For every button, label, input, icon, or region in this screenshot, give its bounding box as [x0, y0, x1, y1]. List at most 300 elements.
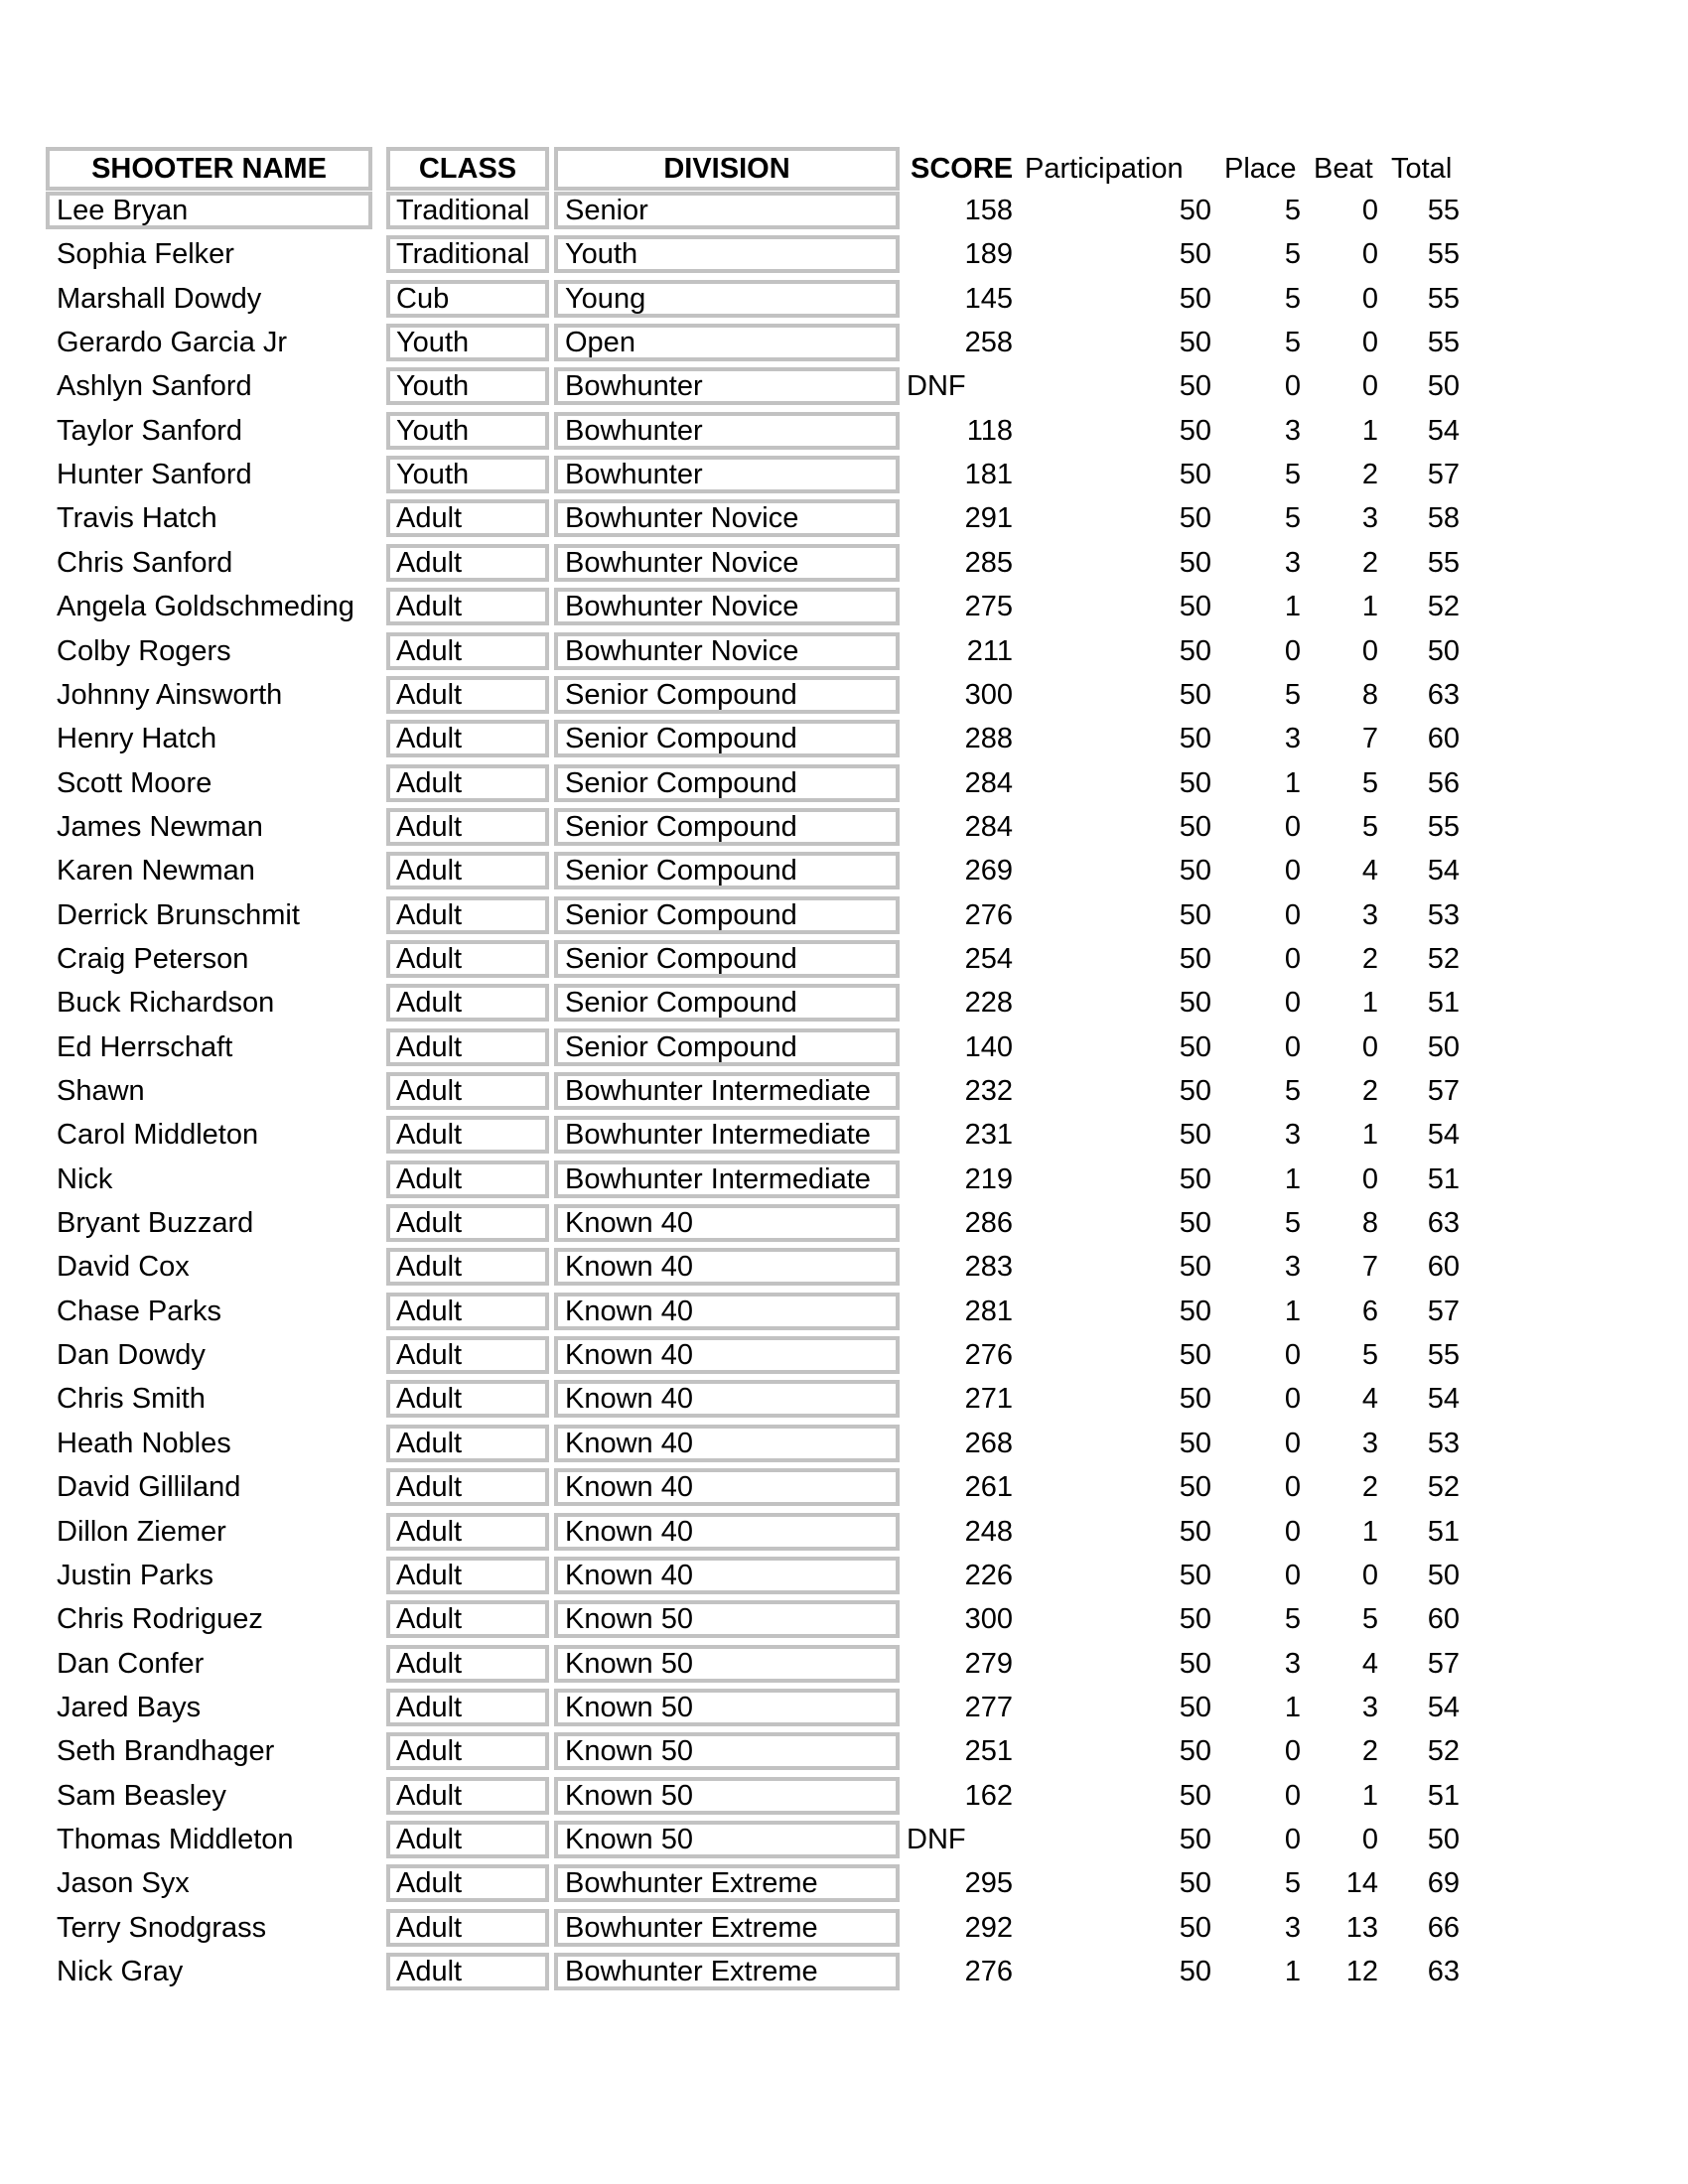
beat-cell: 5 [1361, 810, 1378, 843]
class-cell: Adult [386, 1468, 549, 1506]
shooter-name-cell: James Newman [57, 810, 263, 843]
division-cell: Known 40 [554, 1380, 900, 1418]
total-cell: 51 [1427, 987, 1460, 1020]
table-row [0, 720, 1688, 757]
total-cell: 57 [1427, 459, 1460, 491]
class-cell: Adult [386, 544, 549, 582]
participation-cell: 50 [1179, 1779, 1211, 1812]
class-cell: Adult [386, 1689, 549, 1726]
beat-cell: 2 [1361, 546, 1378, 579]
header-row [0, 147, 1688, 191]
table-row [0, 1953, 1688, 1990]
table-row [0, 1732, 1688, 1770]
total-cell: 55 [1427, 1339, 1460, 1372]
table-row [0, 235, 1688, 273]
class-cell: Adult [386, 1293, 549, 1330]
division-cell: Known 40 [554, 1425, 900, 1462]
table-row [0, 1160, 1688, 1198]
score-cell: 276 [964, 1956, 1013, 1987]
participation-cell: 50 [1179, 1427, 1211, 1459]
score-cell: 292 [964, 1911, 1013, 1944]
total-cell: 63 [1427, 1956, 1460, 1987]
table-row [0, 192, 1688, 229]
score-cell: 226 [964, 1559, 1013, 1591]
score-cell: 162 [964, 1779, 1013, 1812]
table-row [0, 1600, 1688, 1638]
beat-cell: 0 [1361, 1162, 1378, 1195]
class-cell: Adult [386, 940, 549, 978]
total-cell: 57 [1427, 1075, 1460, 1107]
column-header-score: SCORE [911, 153, 1014, 185]
table-row [0, 412, 1688, 450]
participation-cell: 50 [1179, 1207, 1211, 1240]
shooter-name-cell: Buck Richardson [57, 987, 275, 1020]
class-cell: Adult [386, 1732, 549, 1770]
table-row [0, 940, 1688, 978]
beat-cell: 4 [1361, 1383, 1378, 1416]
score-cell: 284 [964, 810, 1013, 843]
beat-cell: 7 [1361, 1251, 1378, 1284]
division-cell: Bowhunter Extreme [554, 1953, 900, 1990]
participation-cell: 50 [1179, 195, 1211, 226]
score-cell: 181 [964, 459, 1013, 491]
participation-cell: 50 [1179, 1119, 1211, 1152]
participation-cell: 50 [1179, 634, 1211, 667]
place-cell: 3 [1284, 1119, 1301, 1152]
column-header-total: Total [1391, 153, 1453, 185]
division-cell: Senior Compound [554, 984, 900, 1022]
column-header-place: Place [1224, 153, 1297, 185]
participation-cell: 50 [1179, 1339, 1211, 1372]
place-cell: 5 [1284, 1075, 1301, 1107]
place-cell: 0 [1284, 1559, 1301, 1591]
score-cell: 189 [964, 238, 1013, 271]
beat-cell: 1 [1361, 987, 1378, 1020]
class-cell: Adult [386, 1116, 549, 1154]
shooter-name-cell: Carol Middleton [57, 1119, 259, 1152]
division-cell: Senior Compound [554, 852, 900, 889]
beat-cell: 13 [1345, 1911, 1378, 1944]
table-row [0, 324, 1688, 361]
beat-cell: 14 [1345, 1867, 1378, 1900]
total-cell: 50 [1427, 634, 1460, 667]
beat-cell: 4 [1361, 1647, 1378, 1680]
shooter-name-cell: Craig Peterson [57, 942, 249, 975]
division-cell: Senior Compound [554, 1028, 900, 1066]
division-cell: Bowhunter Intermediate [554, 1072, 900, 1110]
participation-cell: 50 [1179, 238, 1211, 271]
division-cell: Senior Compound [554, 808, 900, 846]
class-cell: Adult [386, 1909, 549, 1947]
table-row [0, 1028, 1688, 1066]
beat-cell: 0 [1361, 238, 1378, 271]
score-cell: 285 [964, 546, 1013, 579]
table-row [0, 676, 1688, 714]
division-cell: Senior Compound [554, 676, 900, 714]
beat-cell: 1 [1361, 1119, 1378, 1152]
shooter-name-cell: Johnny Ainsworth [57, 678, 283, 711]
class-cell: Adult [386, 1425, 549, 1462]
table-row [0, 1909, 1688, 1947]
total-cell: 60 [1427, 1603, 1460, 1636]
place-cell: 0 [1284, 987, 1301, 1020]
division-cell: Bowhunter Novice [554, 588, 900, 625]
division-cell: Known 40 [554, 1293, 900, 1330]
score-cell: 288 [964, 723, 1013, 755]
class-cell: Adult [386, 1777, 549, 1815]
total-cell: 57 [1427, 1295, 1460, 1327]
table-row [0, 984, 1688, 1022]
table-row [0, 1072, 1688, 1110]
shooter-name-cell: Chris Rodriguez [57, 1603, 263, 1636]
participation-cell: 50 [1179, 766, 1211, 799]
division-cell: Known 50 [554, 1821, 900, 1858]
total-cell: 54 [1427, 1119, 1460, 1152]
score-cell: 219 [964, 1162, 1013, 1195]
table-row [0, 499, 1688, 537]
participation-cell: 50 [1179, 1603, 1211, 1636]
place-cell: 0 [1284, 1030, 1301, 1063]
table-row [0, 1864, 1688, 1902]
class-cell: Adult [386, 720, 549, 757]
shooter-name-cell: Marshall Dowdy [57, 282, 262, 315]
table-row [0, 1821, 1688, 1858]
shooter-name-cell: Chris Smith [57, 1383, 206, 1416]
shooter-name-cell: Thomas Middleton [57, 1823, 294, 1855]
shooter-name-cell: Colby Rogers [57, 634, 231, 667]
participation-cell: 50 [1179, 591, 1211, 623]
place-cell: 1 [1284, 1162, 1301, 1195]
beat-cell: 12 [1345, 1956, 1378, 1987]
division-cell: Bowhunter Intermediate [554, 1116, 900, 1154]
table-row [0, 280, 1688, 318]
class-cell: Youth [386, 367, 549, 405]
place-cell: 1 [1284, 1691, 1301, 1723]
division-cell: Bowhunter [554, 456, 900, 493]
class-cell: Adult [386, 1204, 549, 1242]
score-cell: 275 [964, 591, 1013, 623]
class-cell: Adult [386, 1645, 549, 1683]
class-cell: Adult [386, 1248, 549, 1286]
beat-cell: 2 [1361, 1471, 1378, 1504]
total-cell: 50 [1427, 1559, 1460, 1591]
place-cell: 5 [1284, 282, 1301, 315]
shooter-name-cell: Chris Sanford [57, 546, 233, 579]
total-cell: 52 [1427, 942, 1460, 975]
place-cell: 0 [1284, 942, 1301, 975]
participation-cell: 50 [1179, 1911, 1211, 1944]
division-cell: Known 40 [554, 1248, 900, 1286]
shooter-name-cell: Taylor Sanford [57, 414, 242, 447]
shooter-name-cell: Nick [57, 1162, 113, 1195]
division-cell: Bowhunter [554, 367, 900, 405]
participation-cell: 50 [1179, 1647, 1211, 1680]
class-cell: Traditional [386, 192, 549, 229]
division-cell: Senior [554, 192, 900, 229]
table-row [0, 1468, 1688, 1506]
score-cell: 232 [964, 1075, 1013, 1107]
participation-cell: 50 [1179, 1075, 1211, 1107]
score-cell: 158 [964, 195, 1013, 226]
shooter-name-cell: David Cox [57, 1251, 190, 1284]
place-cell: 3 [1284, 1911, 1301, 1944]
shooter-name-cell: Dillon Ziemer [57, 1515, 226, 1548]
class-cell: Adult [386, 588, 549, 625]
division-cell: Known 40 [554, 1557, 900, 1594]
class-cell: Adult [386, 1557, 549, 1594]
class-cell: Adult [386, 1160, 549, 1198]
total-cell: 54 [1427, 855, 1460, 887]
total-cell: 50 [1427, 1030, 1460, 1063]
score-cell: 231 [964, 1119, 1013, 1152]
beat-cell: 1 [1361, 591, 1378, 623]
class-cell: Adult [386, 1380, 549, 1418]
participation-cell: 50 [1179, 987, 1211, 1020]
score-cell: 251 [964, 1735, 1013, 1768]
score-cell: 279 [964, 1647, 1013, 1680]
place-cell: 0 [1284, 1779, 1301, 1812]
division-cell: Bowhunter Novice [554, 544, 900, 582]
division-cell: Bowhunter [554, 412, 900, 450]
participation-cell: 50 [1179, 1691, 1211, 1723]
score-cell: 283 [964, 1251, 1013, 1284]
shooter-name-cell: Shawn [57, 1075, 145, 1107]
score-cell: 248 [964, 1515, 1013, 1548]
score-cell: 300 [964, 678, 1013, 711]
total-cell: 55 [1427, 810, 1460, 843]
division-cell: Known 50 [554, 1732, 900, 1770]
division-cell: Known 40 [554, 1204, 900, 1242]
division-cell: Bowhunter Extreme [554, 1864, 900, 1902]
shooter-name-cell: Seth Brandhager [57, 1735, 275, 1768]
class-cell: Adult [386, 1028, 549, 1066]
place-cell: 0 [1284, 898, 1301, 931]
total-cell: 66 [1427, 1911, 1460, 1944]
beat-cell: 0 [1361, 634, 1378, 667]
score-cell: 300 [964, 1603, 1013, 1636]
beat-cell: 1 [1361, 414, 1378, 447]
beat-cell: 2 [1361, 459, 1378, 491]
score-cell: 140 [964, 1030, 1013, 1063]
division-cell: Bowhunter Extreme [554, 1909, 900, 1947]
participation-cell: 50 [1179, 1823, 1211, 1855]
table-row [0, 1248, 1688, 1286]
total-cell: 53 [1427, 1427, 1460, 1459]
division-cell: Senior Compound [554, 940, 900, 978]
table-row [0, 764, 1688, 802]
participation-cell: 50 [1179, 1559, 1211, 1591]
participation-cell: 50 [1179, 678, 1211, 711]
table-row [0, 1380, 1688, 1418]
place-cell: 0 [1284, 1735, 1301, 1768]
total-cell: 52 [1427, 591, 1460, 623]
participation-cell: 50 [1179, 1956, 1211, 1987]
score-cell: 286 [964, 1207, 1013, 1240]
shooter-name-cell: Ashlyn Sanford [57, 370, 252, 403]
score-cell: 261 [964, 1471, 1013, 1504]
beat-cell: 8 [1361, 678, 1378, 711]
table-row [0, 1689, 1688, 1726]
participation-cell: 50 [1179, 370, 1211, 403]
score-cell: 118 [966, 414, 1013, 447]
table-row [0, 852, 1688, 889]
place-cell: 3 [1284, 1251, 1301, 1284]
participation-cell: 50 [1179, 1471, 1211, 1504]
total-cell: 52 [1427, 1735, 1460, 1768]
beat-cell: 8 [1361, 1207, 1378, 1240]
total-cell: 58 [1427, 502, 1460, 535]
participation-cell: 50 [1179, 810, 1211, 843]
class-cell: Youth [386, 412, 549, 450]
table-row [0, 1293, 1688, 1330]
place-cell: 5 [1284, 238, 1301, 271]
shooter-name-cell: Henry Hatch [57, 723, 217, 755]
shooter-name-cell: Scott Moore [57, 766, 212, 799]
place-cell: 0 [1284, 855, 1301, 887]
beat-cell: 5 [1361, 766, 1378, 799]
beat-cell: 3 [1361, 898, 1378, 931]
total-cell: 56 [1427, 766, 1460, 799]
shooter-name-cell: Lee Bryan [46, 192, 372, 229]
beat-cell: 3 [1361, 1691, 1378, 1723]
class-cell: Adult [386, 499, 549, 537]
total-cell: 51 [1427, 1779, 1460, 1812]
shooter-name-cell: Gerardo Garcia Jr [57, 327, 288, 359]
participation-cell: 50 [1179, 1162, 1211, 1195]
beat-cell: 0 [1361, 327, 1378, 359]
class-cell: Adult [386, 896, 549, 934]
place-cell: 3 [1284, 1647, 1301, 1680]
place-cell: 5 [1284, 1603, 1301, 1636]
place-cell: 0 [1284, 810, 1301, 843]
participation-cell: 50 [1179, 1735, 1211, 1768]
shooter-name-cell: Bryant Buzzard [57, 1207, 254, 1240]
table-row [0, 632, 1688, 670]
column-header-division: DIVISION [554, 147, 900, 191]
participation-cell: 50 [1179, 1295, 1211, 1327]
class-cell: Youth [386, 456, 549, 493]
place-cell: 5 [1284, 678, 1301, 711]
shooter-name-cell: Hunter Sanford [57, 459, 252, 491]
division-cell: Known 40 [554, 1468, 900, 1506]
class-cell: Adult [386, 984, 549, 1022]
beat-cell: 2 [1361, 942, 1378, 975]
beat-cell: 2 [1361, 1075, 1378, 1107]
division-cell: Young [554, 280, 900, 318]
table-row [0, 544, 1688, 582]
score-cell: 276 [964, 1339, 1013, 1372]
total-cell: 51 [1427, 1515, 1460, 1548]
table-row [0, 1557, 1688, 1594]
score-cell: DNF [907, 370, 966, 403]
score-cell: 211 [966, 634, 1013, 667]
score-cell: 145 [964, 282, 1013, 315]
score-cell: 258 [964, 327, 1013, 359]
column-header-class: CLASS [386, 147, 549, 191]
beat-cell: 1 [1361, 1779, 1378, 1812]
total-cell: 54 [1427, 1691, 1460, 1723]
place-cell: 0 [1284, 1471, 1301, 1504]
score-cell: 271 [964, 1383, 1013, 1416]
shooter-name-cell: Angela Goldschmeding [57, 591, 354, 623]
shooter-name-cell: Jason Syx [57, 1867, 190, 1900]
shooter-name-cell: Dan Dowdy [57, 1339, 206, 1372]
place-cell: 0 [1284, 1383, 1301, 1416]
total-cell: 69 [1427, 1867, 1460, 1900]
place-cell: 5 [1284, 502, 1301, 535]
class-cell: Adult [386, 1821, 549, 1858]
beat-cell: 3 [1361, 1427, 1378, 1459]
participation-cell: 50 [1179, 723, 1211, 755]
class-cell: Traditional [386, 235, 549, 273]
beat-cell: 3 [1361, 502, 1378, 535]
division-cell: Bowhunter Intermediate [554, 1160, 900, 1198]
beat-cell: 0 [1361, 1030, 1378, 1063]
participation-cell: 50 [1179, 502, 1211, 535]
division-cell: Open [554, 324, 900, 361]
participation-cell: 50 [1179, 327, 1211, 359]
score-cell: 269 [964, 855, 1013, 887]
division-cell: Bowhunter Novice [554, 499, 900, 537]
score-cell: 254 [964, 942, 1013, 975]
beat-cell: 0 [1361, 370, 1378, 403]
score-cell: DNF [907, 1823, 966, 1855]
total-cell: 50 [1427, 1823, 1460, 1855]
class-cell: Adult [386, 1864, 549, 1902]
total-cell: 55 [1427, 282, 1460, 315]
place-cell: 3 [1284, 723, 1301, 755]
score-cell: 228 [964, 987, 1013, 1020]
total-cell: 55 [1427, 327, 1460, 359]
beat-cell: 0 [1361, 1823, 1378, 1855]
beat-cell: 4 [1361, 855, 1378, 887]
place-cell: 1 [1284, 1956, 1301, 1987]
division-cell: Senior Compound [554, 896, 900, 934]
beat-cell: 0 [1361, 195, 1378, 226]
class-cell: Cub [386, 280, 549, 318]
division-cell: Senior Compound [554, 764, 900, 802]
division-cell: Known 40 [554, 1513, 900, 1551]
participation-cell: 50 [1179, 414, 1211, 447]
place-cell: 1 [1284, 766, 1301, 799]
class-cell: Adult [386, 808, 549, 846]
score-cell: 295 [964, 1867, 1013, 1900]
place-cell: 0 [1284, 370, 1301, 403]
participation-cell: 50 [1179, 1030, 1211, 1063]
total-cell: 60 [1427, 723, 1460, 755]
shooter-name-cell: Terry Snodgrass [57, 1911, 267, 1944]
division-cell: Known 50 [554, 1777, 900, 1815]
total-cell: 53 [1427, 898, 1460, 931]
column-header-participation: Participation [1025, 153, 1184, 185]
place-cell: 1 [1284, 1295, 1301, 1327]
table-row [0, 896, 1688, 934]
table-row [0, 456, 1688, 493]
score-cell: 284 [964, 766, 1013, 799]
participation-cell: 50 [1179, 1867, 1211, 1900]
table-row [0, 808, 1688, 846]
shooter-name-cell: Sam Beasley [57, 1779, 226, 1812]
total-cell: 55 [1427, 546, 1460, 579]
score-cell: 277 [964, 1691, 1013, 1723]
score-cell: 268 [964, 1427, 1013, 1459]
participation-cell: 50 [1179, 942, 1211, 975]
shooter-name-cell: Dan Confer [57, 1647, 205, 1680]
beat-cell: 7 [1361, 723, 1378, 755]
table-row [0, 367, 1688, 405]
class-cell: Adult [386, 1953, 549, 1990]
table-row [0, 1204, 1688, 1242]
